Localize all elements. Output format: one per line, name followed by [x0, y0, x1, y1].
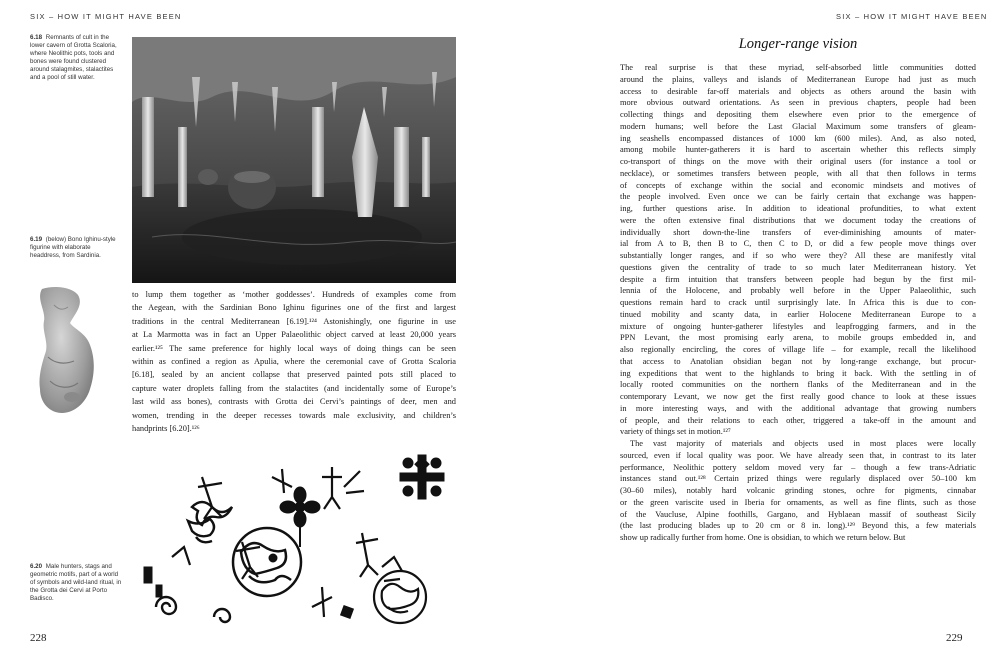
body-line: ing expeditions that went to the highlands to bring it back. With the settling in of [620, 368, 976, 378]
body-line: variety of things set in motion.¹²⁷ [620, 427, 731, 437]
running-head-left: SIX – HOW IT MIGHT HAVE BEEN [30, 12, 182, 21]
body-line: the Aegean, with the Sardinian Bono Ighinu figurines one of the first and largest [132, 303, 456, 313]
caption-text: (below) Bono Ighinu-style figurine with elaborate headdress, from Sardinia. [30, 236, 116, 260]
page-number-left: 228 [30, 632, 47, 644]
left-body-text [132, 288, 456, 435]
body-line: The real surprise is that these myriad, self-absorbed little communities dotted [620, 63, 976, 72]
caption-text: Male hunters, stags and geometric motifs, part of a world of symbols and wild-land ritual, in the Grotta dei Cervi at Porto Badisco. [30, 563, 122, 603]
caption-6-20 [30, 563, 122, 603]
body-line: mixture of ongoing hunter-gatherer lifestyles and leapfrogging farmers, and in the [620, 321, 976, 331]
caption-number: 6.18 [30, 34, 43, 41]
body-line: sourced, even if local quality was poor. We have already seen that, in contrast to its later [620, 450, 976, 460]
body-line: [6.18], sealed by an ancient collapse that preserved painted pots still placed to [132, 370, 456, 380]
body-line: instances stand out.¹²⁸ Certain prized things were regularly displaced over 50–100 km [620, 474, 976, 484]
body-line: of the Vaucluse, Alpine foothills, Gargano, and Hyblaean massif of southeast Sicily [620, 509, 976, 519]
body-line: contemporary Levant, we now get the first really good chance to look at these issues [620, 392, 976, 401]
body-line: performance, Neolithic pottery seldom moved very far – though a few trans-Adriatic [620, 462, 976, 472]
body-line: (the last producing blades up to 20 cm or 8 in. long).¹²⁹ Beyond this, a few materials [620, 521, 976, 531]
body-line: to lump them together as ‘mother goddesses’. Hundreds of examples come from [132, 290, 456, 299]
body-line: handprints [6.20].¹²⁶ [132, 424, 200, 434]
caption-6-19 [30, 236, 122, 260]
body-line: were the often extensive final distributions that we document today the creations of [620, 215, 976, 225]
body-line: traditions in the central Mediterranean [6.19].¹²⁴ Astonishingly, one figurine in use [132, 316, 456, 326]
body-line: PPN Levant, the most promising early arena, to mobile groups embedded in, and [620, 333, 976, 343]
body-line: capture water droplets falling from the stalactites (and incidentally some of Europe’s [132, 383, 456, 393]
body-line: within as confined a region as Apulia, where the ceremonial cave of Grotta Scaloria [132, 357, 456, 367]
body-line: lennia of the Holocene, and probably well before in the Upper Palaeolithic, such [620, 286, 976, 296]
figurine-image-bono-ighinu [34, 285, 98, 417]
body-line: among mobile hunter-gatherers it is hard to ascertain whether this reflects simply [620, 145, 976, 155]
body-line: necklace), or sometimes transfers between people, with all that then follows in terms [620, 168, 976, 178]
right-body-text [620, 62, 976, 544]
body-line: The vast majority of materials and objects used in most places were locally [630, 439, 976, 448]
body-line: at La Marmotta was in fact an Upper Palaeolithic object carved at least 20,000 years [132, 330, 456, 340]
body-line: (30–60 miles), notably hard volcanic grinding stones, ochre for pigments, cinnabar [620, 486, 976, 495]
rock-art-motifs-illustration [132, 447, 462, 637]
body-line: questions remain hard to crack until surprisingly late. In Africa this is due to con- [620, 298, 976, 307]
body-line: despite a firm intuition that transfers between people had begun by the first mil- [620, 274, 976, 284]
body-line: locally rooted communities on the northern flanks of the Mediterranean and in the [620, 380, 976, 390]
body-line: in more interesting ways, and with the additional advantage that growing numbers [620, 403, 976, 413]
caption-6-18 [30, 34, 122, 83]
caption-number: 6.20 [30, 563, 43, 570]
body-line: or the green variscite used in Iberia for ornaments, as well as fine flints, such as those [620, 497, 976, 507]
body-line: earlier.¹²⁵ The same preference for highly local ways of doing things can be seen [132, 343, 456, 353]
cave-photo-grotta-scaloria [132, 37, 456, 283]
section-title: Longer-range vision [738, 36, 858, 52]
body-line: of concepts of exchange within the social and economic mindsets and motives of [620, 180, 976, 190]
body-line: also regionally encircling, the cores of village life – for example, recall the likelihood [620, 345, 976, 354]
body-line: show up radically further from home. One is obsidian, to which we return below. But [620, 533, 906, 542]
body-line: questions given the centrality of trade to so much later Mediterranean history. Yet [620, 262, 976, 272]
body-line: ial from A to B, then B to C, then C to D, or did a few people move things over [620, 239, 976, 249]
body-line: ing, further questions arise. In addition to ideational profundities, to what extent [620, 204, 976, 213]
body-line: co-transport of things on the move with their original users (for instance a tool or [620, 157, 976, 166]
body-line: collecting things and depositing them elsewhere even prior to the emergence of [620, 110, 976, 119]
body-line: substantially longer ranges, and if so who were they? All these are manifestly vital [620, 251, 976, 260]
body-line: women, trending in the deeper recesses towards male exclusivity, and children’s [132, 410, 456, 420]
body-line: more obvious outward orientations. As seen in previous chapters, people had been [620, 98, 976, 108]
body-line: modern humans; well before the Last Glacial Maximum some transfers of gleam- [620, 121, 976, 131]
caption-number: 6.19 [30, 236, 43, 243]
body-line: of people, and their relations to each other, triggered a take-off in the amount and [620, 415, 976, 425]
body-line: tinued mobility and scanty data, in earlier Holocene Mediterranean Europe to a [620, 309, 976, 319]
body-line: access to desirable far-off materials and objects as others around the basin with [620, 86, 976, 96]
caption-text: Remnants of cult in the lower cavern of Grotta Scaloria, where Neolithic pots, tools and bones were found clustered around stalagmites, stalactites and a pool of still water. [30, 34, 117, 82]
body-line: around the plains, valleys and islands of Mediterranean Europe had just as much [620, 74, 976, 84]
body-line: individually short down-the-line transfers of ever-diminishing amounts of mater- [620, 227, 976, 237]
body-line: that access to Anatolian obsidian began not by long-range exchange, but procur- [620, 356, 976, 366]
body-line: last wild ass bones), contrasts with Grotta dei Cervi’s paintings of deer, men and [132, 397, 456, 407]
body-line: ing seashells encompassed distances of 1000 km (600 miles). And, as also noted, [620, 133, 976, 143]
page-number-right: 229 [946, 632, 963, 644]
body-line: the people involved. Even once we can be fairly certain that exchange was happen- [620, 192, 976, 202]
running-head-right: SIX – HOW IT MIGHT HAVE BEEN [836, 12, 988, 21]
